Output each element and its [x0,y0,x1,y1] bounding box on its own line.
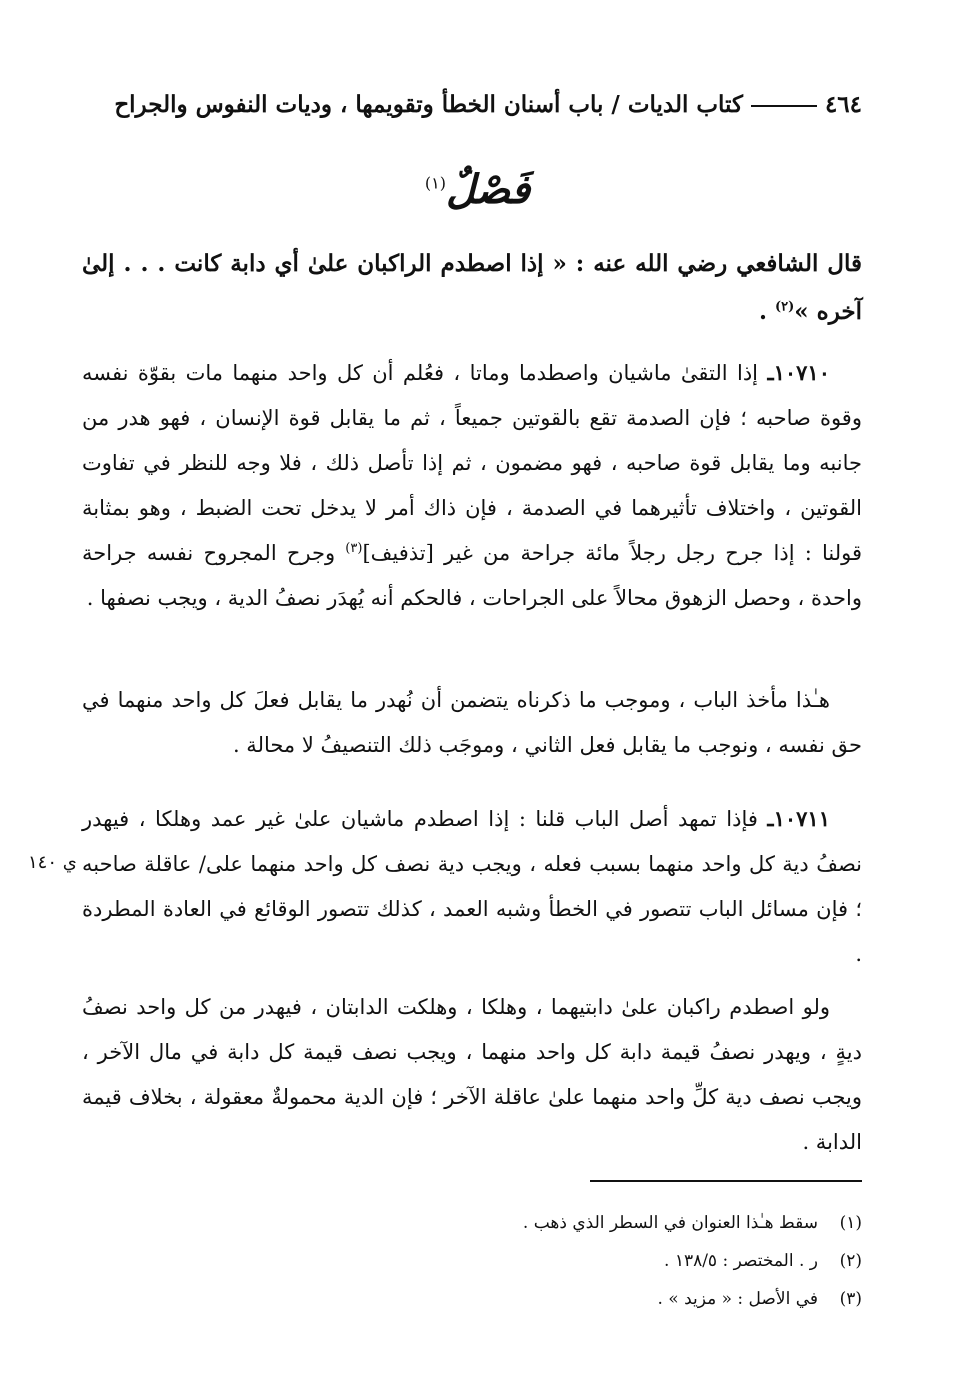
paragraph-text-continued: وجرح المجروح نفسه جراحة واحدة ، وحصل الزهوق محالاً على الجراحات ، فالحكم أنه يُهدَر نصفُ الدية ، ويجب نصفها . [82,541,862,610]
paragraph-riders [82,985,862,1165]
section-title-footnote-ref: (١) [424,173,446,193]
footnote-number: (٣) [839,1289,862,1309]
section-title-text: فَصْلٌ [445,166,531,213]
footnote-divider [590,1180,862,1182]
paragraph-number: ١٠٧١٠ـ [767,360,830,385]
intro-footnote-ref: (٢) [774,299,795,315]
paragraph-text: ولو اصطدم راكبان علىٰ دابتيهما ، وهلكا ، وهلكت الدابتان ، فيهدر من كل واحد نصفُ ديةٍ ، ويهدر نصفُ قيمة دابة كل واحد منهما ، ويجب نصف قيمة كل دابة في مال الآخر ، ويجب نصف دية كلِّ واحد منهما علىٰ عاقلة الآخر ؛ فإن الدية محمولةٌ معقولة ، بخلاف قيمة الدابة . [82,995,862,1154]
margin-folio-note: ي ١٤٠ [28,852,77,873]
footnote [82,1204,862,1242]
footnote-number: (٢) [839,1251,862,1271]
page-number: ٤٦٤ [824,90,862,118]
footnote-text: سقط هـٰذا العنوان في السطر الذي ذهب . [522,1213,818,1233]
paragraph-text: فإذا تمهد أصل الباب قلنا : إذا اصطدم ماشيان علىٰ غير عمد وهلكا ، فيهدر نصفُ دية كل واحد منهما بسبب فعله ، ويجب دية نصف كل واحد منهما على/ عاقلة صاحبه ؛ فإن مسائل الباب تتصور في الخطأ وشبه العمد ، كذلك تتصور الوقائع في العادة المطردة . [82,807,862,966]
footnote-number: (١) [839,1213,862,1233]
footnote [82,1242,862,1280]
footnotes [82,1204,862,1318]
intro-text: قال الشافعي رضي الله عنه : « إذا اصطدم الراكبان علىٰ أي دابة كانت . . . إلىٰ آخره » [82,250,862,325]
paragraph-summary [82,678,862,768]
footnote [82,1280,862,1318]
paragraph-10711 [82,796,862,977]
paragraph-10710 [82,350,862,621]
running-header [82,84,862,124]
section-title [0,166,955,213]
footnote-text: ر . المختصر : ١٣٨/٥ . [664,1251,818,1271]
paragraph-text: إذا التقىٰ ماشيان واصطدما وماتا ، فعُلم أن كل واحد منهما مات بقوّة نفسه وقوة صاحبه ؛ فإن الصدمة تقع بالقوتين جميعاً ، ثم ما يقابل قوة الإنسان ، فهو هدر من جانبه وما يقابل قوة صاحبه ، فهو مضمون ، ثم إذا تأصل ذلك ، فلا وجه للنظر في تفاوت القوتين ، واختلاف تأثيرهما في الصدمة ، فإن ذاك أمر لا يدخل تحت الضبط ، وهو بمثابة قولنا : إذا جرح رجل رجلاً مائة جراحة من غير [تذفيف] [82,361,862,565]
intro-quote [82,240,862,336]
paragraph-text: هـٰذا مأخذ الباب ، وموجب ما ذكرناه يتضمن أن نُهدر ما يقابل فعلَ كل واحد منهما في حق نفسه ، ونوجب ما يقابل فعل الثاني ، وموجَب ذلك التنصيفُ لا محالة . [82,688,862,757]
paragraph-footnote-ref: (٣) [345,541,363,556]
header-rule [751,105,817,107]
footnote-text: في الأصل : « مزيد » . [657,1289,818,1309]
intro-period: . [758,298,775,325]
running-title: كتاب الديات / باب أسنان الخطأ وتقويمها ، وديات النفوس والجراح [114,90,743,118]
paragraph-number: ١٠٧١١ـ [767,806,830,831]
